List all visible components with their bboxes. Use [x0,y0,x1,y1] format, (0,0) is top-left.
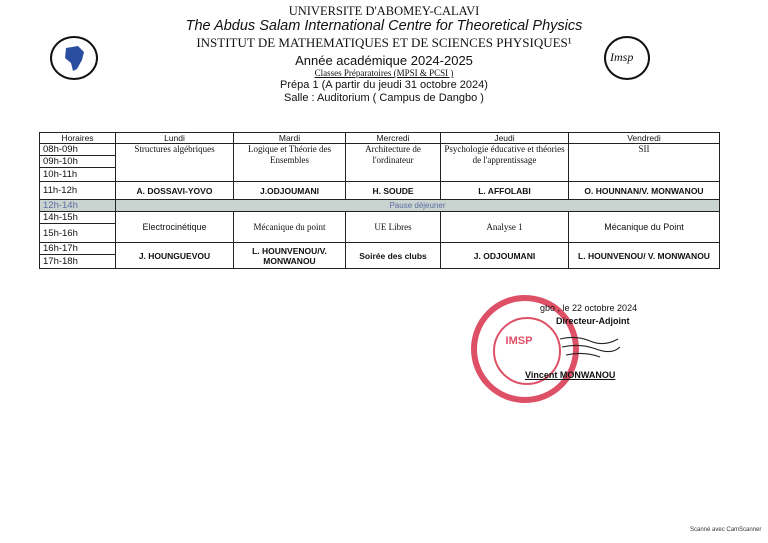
timetable [39,132,720,269]
course-cell: Psychologie éducative et théories de l'apprentissage [441,144,569,182]
col-mardi: Mardi [234,133,346,144]
hour-cell: 12h-14h [40,200,116,212]
signature-date: gbo , le 22 octobre 2024 [540,303,638,313]
course-cell: Structures algébriques [116,144,234,182]
classes-label: Classes Préparatoires (MPSI & PCSI ) [314,68,454,78]
col-jeudi: Jeudi [441,133,569,144]
handwritten-signature-icon [556,333,624,359]
table-row [40,212,720,224]
academic-year: Année académique 2024-2025 [295,53,473,68]
course-cell: Mécanique du Point [569,212,720,243]
course-cell: Electrocinétique [116,212,234,243]
signature-role: Directeur-Adjoint [556,316,630,326]
teacher-cell: H. SOUDE [346,182,441,200]
pause-label: Pause déjeuner [116,200,720,212]
teacher-cell: J. ODJOUMANI [441,243,569,269]
hour-cell: 08h-09h [40,144,116,156]
university-title: UNIVERSITE D'ABOMEY-CALAVI [288,4,480,18]
institute-title: INSTITUT DE MATHEMATIQUES ET DE SCIENCES PHYSIQUES¹ [196,35,572,50]
teacher-cell: A. DOSSAVI-YOVO [116,182,234,200]
hour-cell: 11h-12h [40,182,116,200]
hour-cell: 16h-17h [40,243,116,255]
scanner-footer: Scanné avec CamScanner [690,527,762,533]
imsp-logo-text: Imsp [610,50,634,64]
table-row [40,182,720,200]
prepa-label: Prépa 1 (A partir du jeudi 31 octobre 2024) [280,79,488,91]
table-row [40,144,720,156]
teacher-cell: L. HOUNVENOU/V. MONWANOU [234,243,346,269]
course-cell: Mécanique du point [234,212,346,243]
hour-cell: 14h-15h [40,212,116,224]
hour-cell: 09h-10h [40,156,116,168]
course-cell: SII [569,144,720,182]
stamp-text: IMSP [505,335,533,347]
hour-cell: 10h-11h [40,168,116,182]
teacher-cell: O. HOUNNAN/V. MONWANOU [569,182,720,200]
col-lundi: Lundi [116,133,234,144]
hour-cell: 17h-18h [40,255,116,269]
header-row [40,133,720,144]
teacher-cell: J. HOUNGUEVOU [116,243,234,269]
teacher-cell: J.ODJOUMANI [234,182,346,200]
salle-label: Salle : Auditorium ( Campus de Dangbo ) [284,92,484,104]
signature-name: Vincent MONWANOU [525,370,616,380]
centre-title: The Abdus Salam International Centre for Theoretical Physics [185,18,583,34]
hour-cell: 15h-16h [40,224,116,243]
table-row [40,243,720,255]
col-vendredi: Vendredi [569,133,720,144]
teacher-cell: L. HOUNVENOU/ V. MONWANOU [569,243,720,269]
course-cell: Logique et Théorie des Ensembles [234,144,346,182]
teacher-cell: L. AFFOLABI [441,182,569,200]
course-cell: UE Libres [346,212,441,243]
course-cell: Architecture de l'ordinateur [346,144,441,182]
course-cell: Analyse 1 [441,212,569,243]
teacher-cell: Soirée des clubs [346,243,441,269]
pause-row [40,200,720,212]
col-mercredi: Mercredi [346,133,441,144]
col-horaires: Horaires [40,133,116,144]
